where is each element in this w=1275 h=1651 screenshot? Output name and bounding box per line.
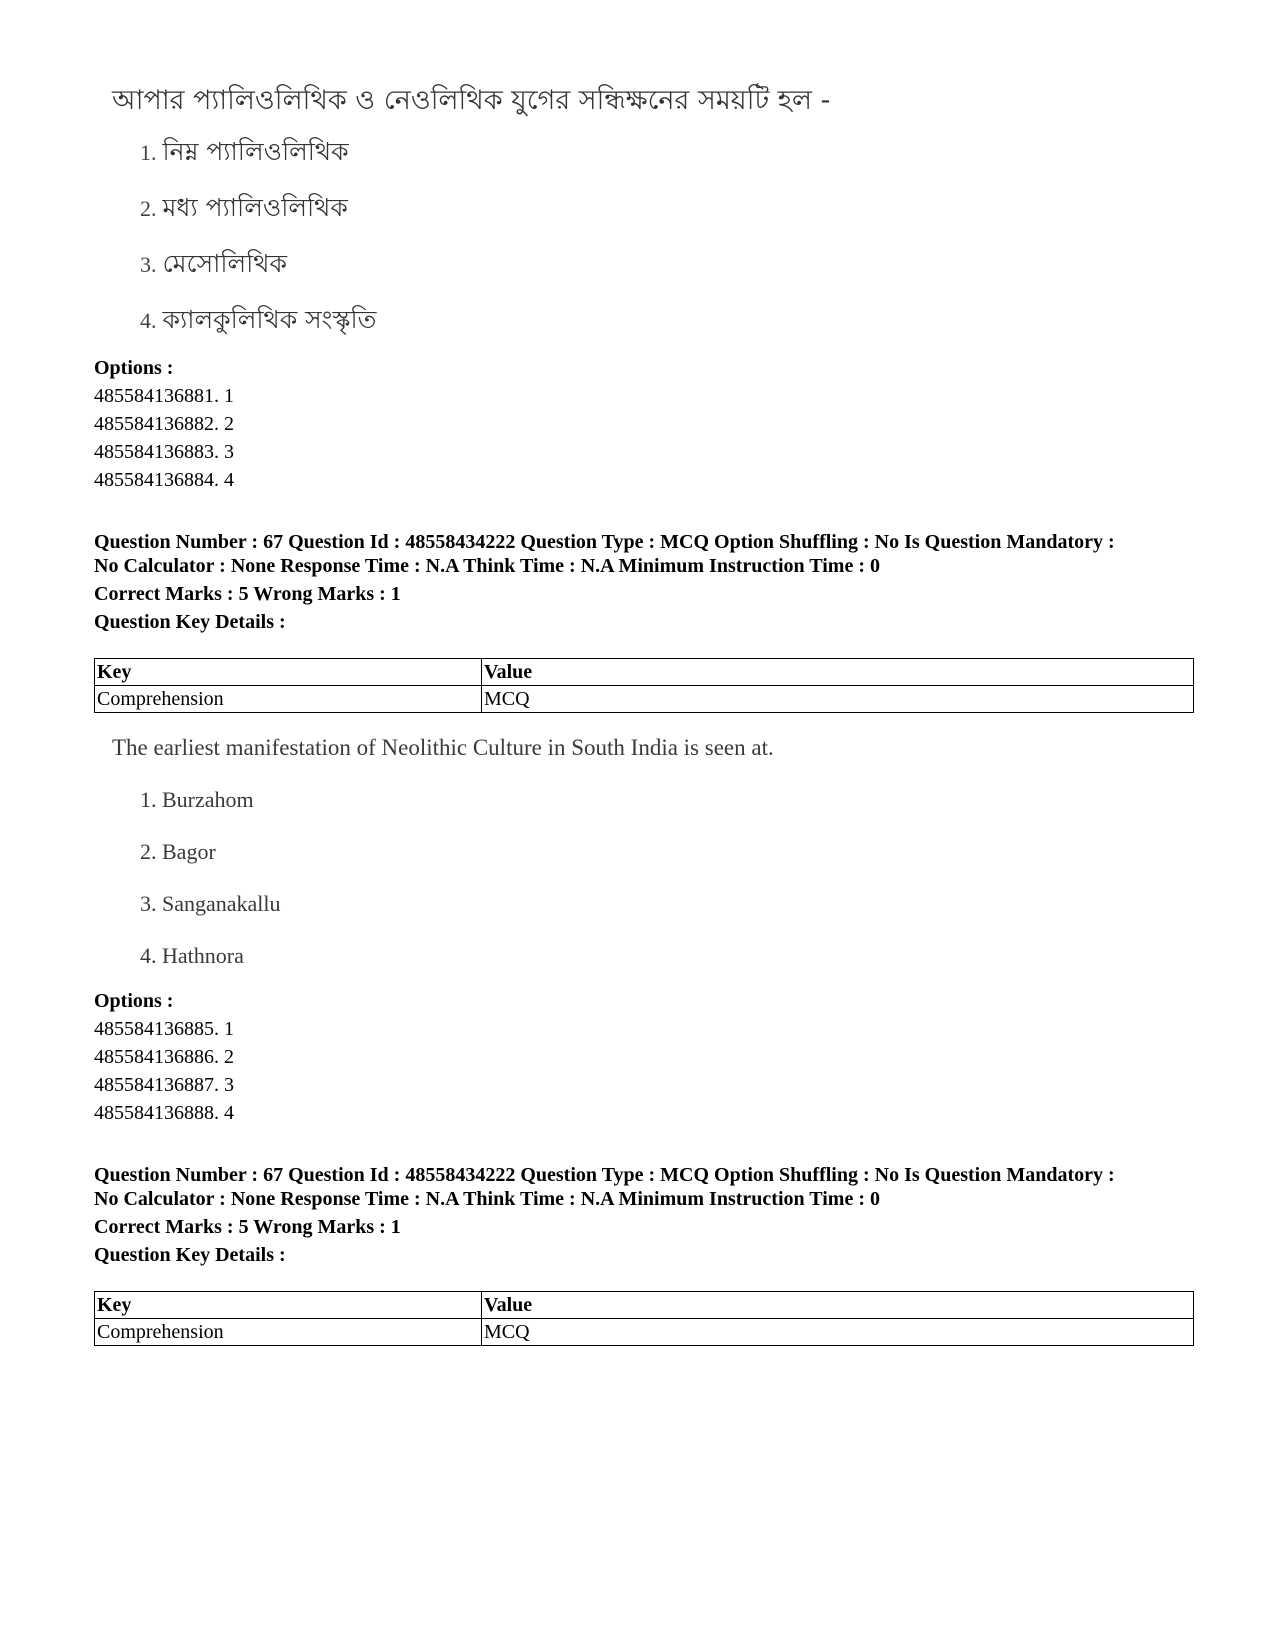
question-option: 3. Sanganakallu [140,891,281,916]
table-cell: Comprehension [95,686,482,713]
option-id: 485584136882. 2 [94,413,234,435]
table-header-cell: Value [482,1292,1194,1319]
marks-line: Correct Marks : 5 Wrong Marks : 1 [94,1216,401,1238]
question-meta-1 [94,530,1194,634]
question-meta-2 [94,1163,1194,1267]
option-id: 485584136887. 3 [94,1074,234,1096]
options-list-1 [94,354,1194,494]
table-cell: MCQ [482,1319,1194,1346]
question-key-table [94,658,1194,713]
key-details-heading: Question Key Details : [94,1244,286,1266]
key-details-heading: Question Key Details : [94,611,286,633]
meta-line: No Calculator : None Response Time : N.A Think Time : N.A Minimum Instruction Time : 0 [94,555,880,577]
meta-line: Question Number : 67 Question Id : 48558434222 Question Type : MCQ Option Shuffling : No Is Question Mandatory : [94,531,1115,553]
question-stem: আপার প্যালিওলিথিক ও নেওলিথিক যুগের সন্ধিক্ষনের সময়টি হল - [112,85,831,116]
question-option: 2. Bagor [140,839,216,864]
option-id: 485584136884. 4 [94,469,234,491]
table-header-cell: Value [482,659,1194,686]
table-cell: Comprehension [95,1319,482,1346]
table-header-cell: Key [95,1292,482,1319]
table-header-row [95,1292,1194,1319]
question-option: 4. Hathnora [140,943,244,968]
table-row [95,1319,1194,1346]
option-id: 485584136881. 1 [94,385,234,407]
options-heading: Options : [94,357,174,379]
option-id: 485584136888. 4 [94,1102,234,1124]
options-list-2 [94,987,1194,1127]
option-id: 485584136883. 3 [94,441,234,463]
question-option: 4. ক্যালকুলিথিক সংস্কৃতি [140,305,377,334]
marks-line: Correct Marks : 5 Wrong Marks : 1 [94,583,401,605]
question-image-2 [0,735,1275,995]
options-heading: Options : [94,990,174,1012]
question-key-table [94,1291,1194,1346]
table-header-row [95,659,1194,686]
question-option: 3. মেসোলিথিক [140,249,287,278]
question-option: 1. নিম্ন প্যালিওলিথিক [140,137,349,166]
meta-line: No Calculator : None Response Time : N.A Think Time : N.A Minimum Instruction Time : 0 [94,1188,880,1210]
table-row [95,686,1194,713]
question-stem: The earliest manifestation of Neolithic Culture in South India is seen at. [112,735,774,760]
meta-line: Question Number : 67 Question Id : 48558434222 Question Type : MCQ Option Shuffling : No Is Question Mandatory : [94,1164,1115,1186]
question-option: 1. Burzahom [140,787,254,812]
question-option: 2. মধ্য প্যালিওলিথিক [140,193,348,222]
question-image-1 [0,70,1275,360]
table-cell: MCQ [482,686,1194,713]
option-id: 485584136886. 2 [94,1046,234,1068]
option-id: 485584136885. 1 [94,1018,234,1040]
table-header-cell: Key [95,659,482,686]
